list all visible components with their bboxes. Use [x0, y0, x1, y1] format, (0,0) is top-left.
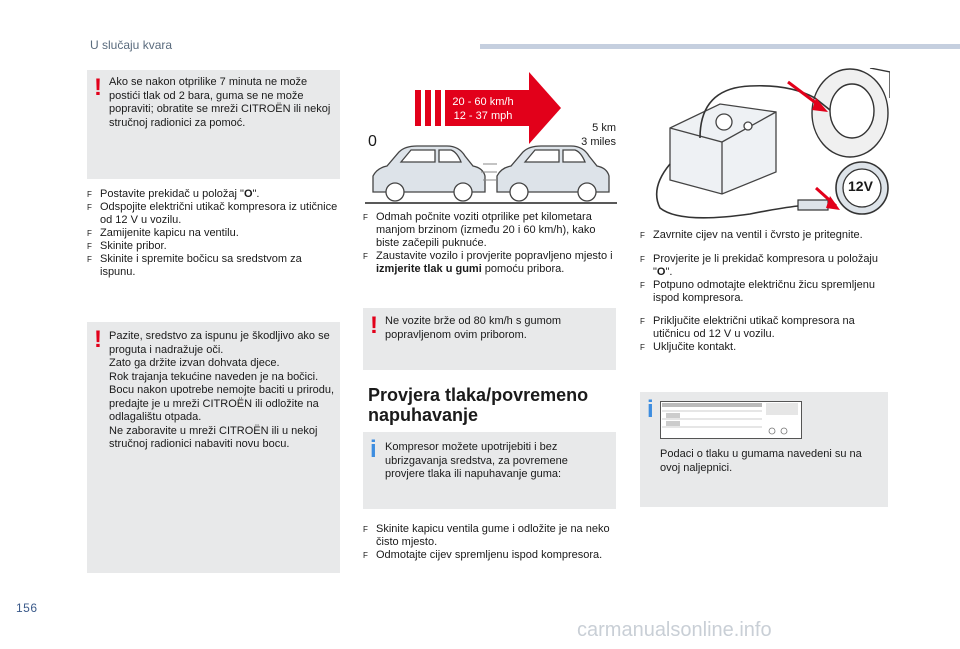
bullet-icon: F — [87, 242, 92, 251]
list-item: F Skinite pribor. — [87, 240, 167, 252]
warning-box-pressure — [87, 70, 340, 179]
warning-icon: ! — [94, 326, 102, 353]
list-item: F Zamijenite kapicu na ventilu. — [87, 227, 239, 239]
speed-range-label: 20 - 60 km/h 12 - 37 mph — [452, 96, 514, 122]
bullet-icon: F — [640, 343, 645, 352]
steps-list-connect — [640, 229, 885, 242]
section-heading: Provjera tlaka/povremeno napuhavanje — [368, 385, 589, 425]
warning-box-sealant — [87, 322, 340, 573]
list-item: F Potpuno odmotajte električnu žicu spremljenu ispod kompresora. — [640, 279, 875, 304]
watermark: carmanualsonline.info — [577, 619, 772, 641]
tyre-icon — [812, 68, 890, 157]
warning-text: Pazite, sredstvo za ispunu je škodljivo ako se proguta i nadražuje oči. Zato ga držite izvan dohvata djece. Rok trajanja tekućine naveden je na bočici. Bocu nakon upotrebe nemojte baciti u prirodu, predajte je u mreži CITROËN ili odložite na odlagalištu otpada. Ne zaboravite u mreži CITROËN ili u nekoj stručnoj radionici nabaviti novu bocu. — [109, 330, 335, 450]
bullet-icon: F — [640, 281, 645, 290]
page-number: 156 — [16, 601, 38, 615]
compressor-illustration — [640, 68, 890, 228]
car-icon — [373, 146, 485, 201]
bullet-icon: F — [640, 317, 645, 326]
info-text: Kompresor možete upotrijebiti i bez ubrizgavanja sredstva, za povremene provjere tlaka ili napuhavanje guma: — [385, 441, 568, 480]
bullet-icon: F — [363, 213, 368, 222]
list-item: F Uključite kontakt. — [640, 341, 737, 353]
socket-voltage-label: 12V — [848, 178, 873, 194]
bullet-icon: F — [87, 255, 92, 264]
warning-text: Ako se nakon otprilike 7 minuta ne može postići tlak od 2 bara, guma se ne može popraviti; obratite se mreži CITROËN ili nekoj stručnoj radionici za pomoć. — [109, 76, 331, 129]
bullet-icon: F — [87, 203, 92, 212]
bullet-icon: F — [640, 231, 645, 240]
info-text: Podaci o tlaku u gumama navedeni su na ovoj naljepnici. — [660, 448, 862, 474]
list-item: F Odspojite električni utikač kompresora iz utičnice od 12 V u vozilu. — [87, 201, 338, 226]
list-item: F Skinite kapicu ventila gume i odložite je na neko čisto mjesto. — [363, 523, 610, 548]
list-item: F Skinite i spremite bočicu sa sredstvom za ispunu. — [87, 253, 302, 278]
bullet-icon: F — [87, 229, 92, 238]
info-box-compressor — [363, 432, 616, 509]
list-item: F Odmah počnite voziti otprilike pet kilometara manjom brzinom (između 20 i 60 km/h), kako biste začepili puknuće. — [363, 211, 596, 249]
steps-list-drive — [363, 211, 618, 276]
distance-label: 5 km 3 miles — [581, 122, 616, 148]
steps-list-switch — [640, 253, 885, 305]
list-item: F Zaustavite vozilo i provjerite popravljeno mjesto i izmjerite tlak u gumi pomoću pribora. — [363, 250, 613, 275]
header-bar — [480, 44, 960, 49]
steps-list-finish — [87, 188, 340, 279]
steps-list-power — [640, 315, 885, 354]
info-icon: i — [370, 436, 377, 463]
bullet-icon: F — [363, 252, 368, 261]
warning-text: Ne vozite brže od 80 km/h s gumom popravljenom ovim priborom. — [385, 315, 562, 341]
compressor-icon — [670, 104, 776, 194]
page-section-title: U slučaju kvara — [90, 38, 173, 52]
bullet-icon: F — [640, 255, 645, 264]
warning-icon: ! — [94, 74, 102, 101]
bullet-icon: F — [363, 551, 368, 560]
warning-icon: ! — [370, 312, 378, 339]
list-item: F Provjerite je li prekidač kompresora u položaju "O". — [640, 253, 878, 278]
info-icon: i — [647, 396, 654, 423]
info-box-label — [640, 392, 888, 507]
tyre-pressure-label-image — [660, 401, 802, 439]
steps-list-prepare — [363, 523, 618, 562]
bullet-icon: F — [87, 190, 92, 199]
list-item: F Odmotajte cijev spremljenu ispod kompresora. — [363, 549, 603, 561]
list-item: F Postavite prekidač u položaj "O". — [87, 188, 260, 200]
list-item: F Priključite električni utikač kompresora na utičnicu od 12 V u vozilu. — [640, 315, 855, 340]
bullet-icon: F — [363, 525, 368, 534]
car-icon — [497, 146, 609, 201]
start-distance-label: 0 — [368, 133, 377, 150]
list-item: F Zavrnite cijev na ventil i čvrsto je pritegnite. — [640, 229, 863, 241]
warning-box-speed — [363, 308, 616, 370]
